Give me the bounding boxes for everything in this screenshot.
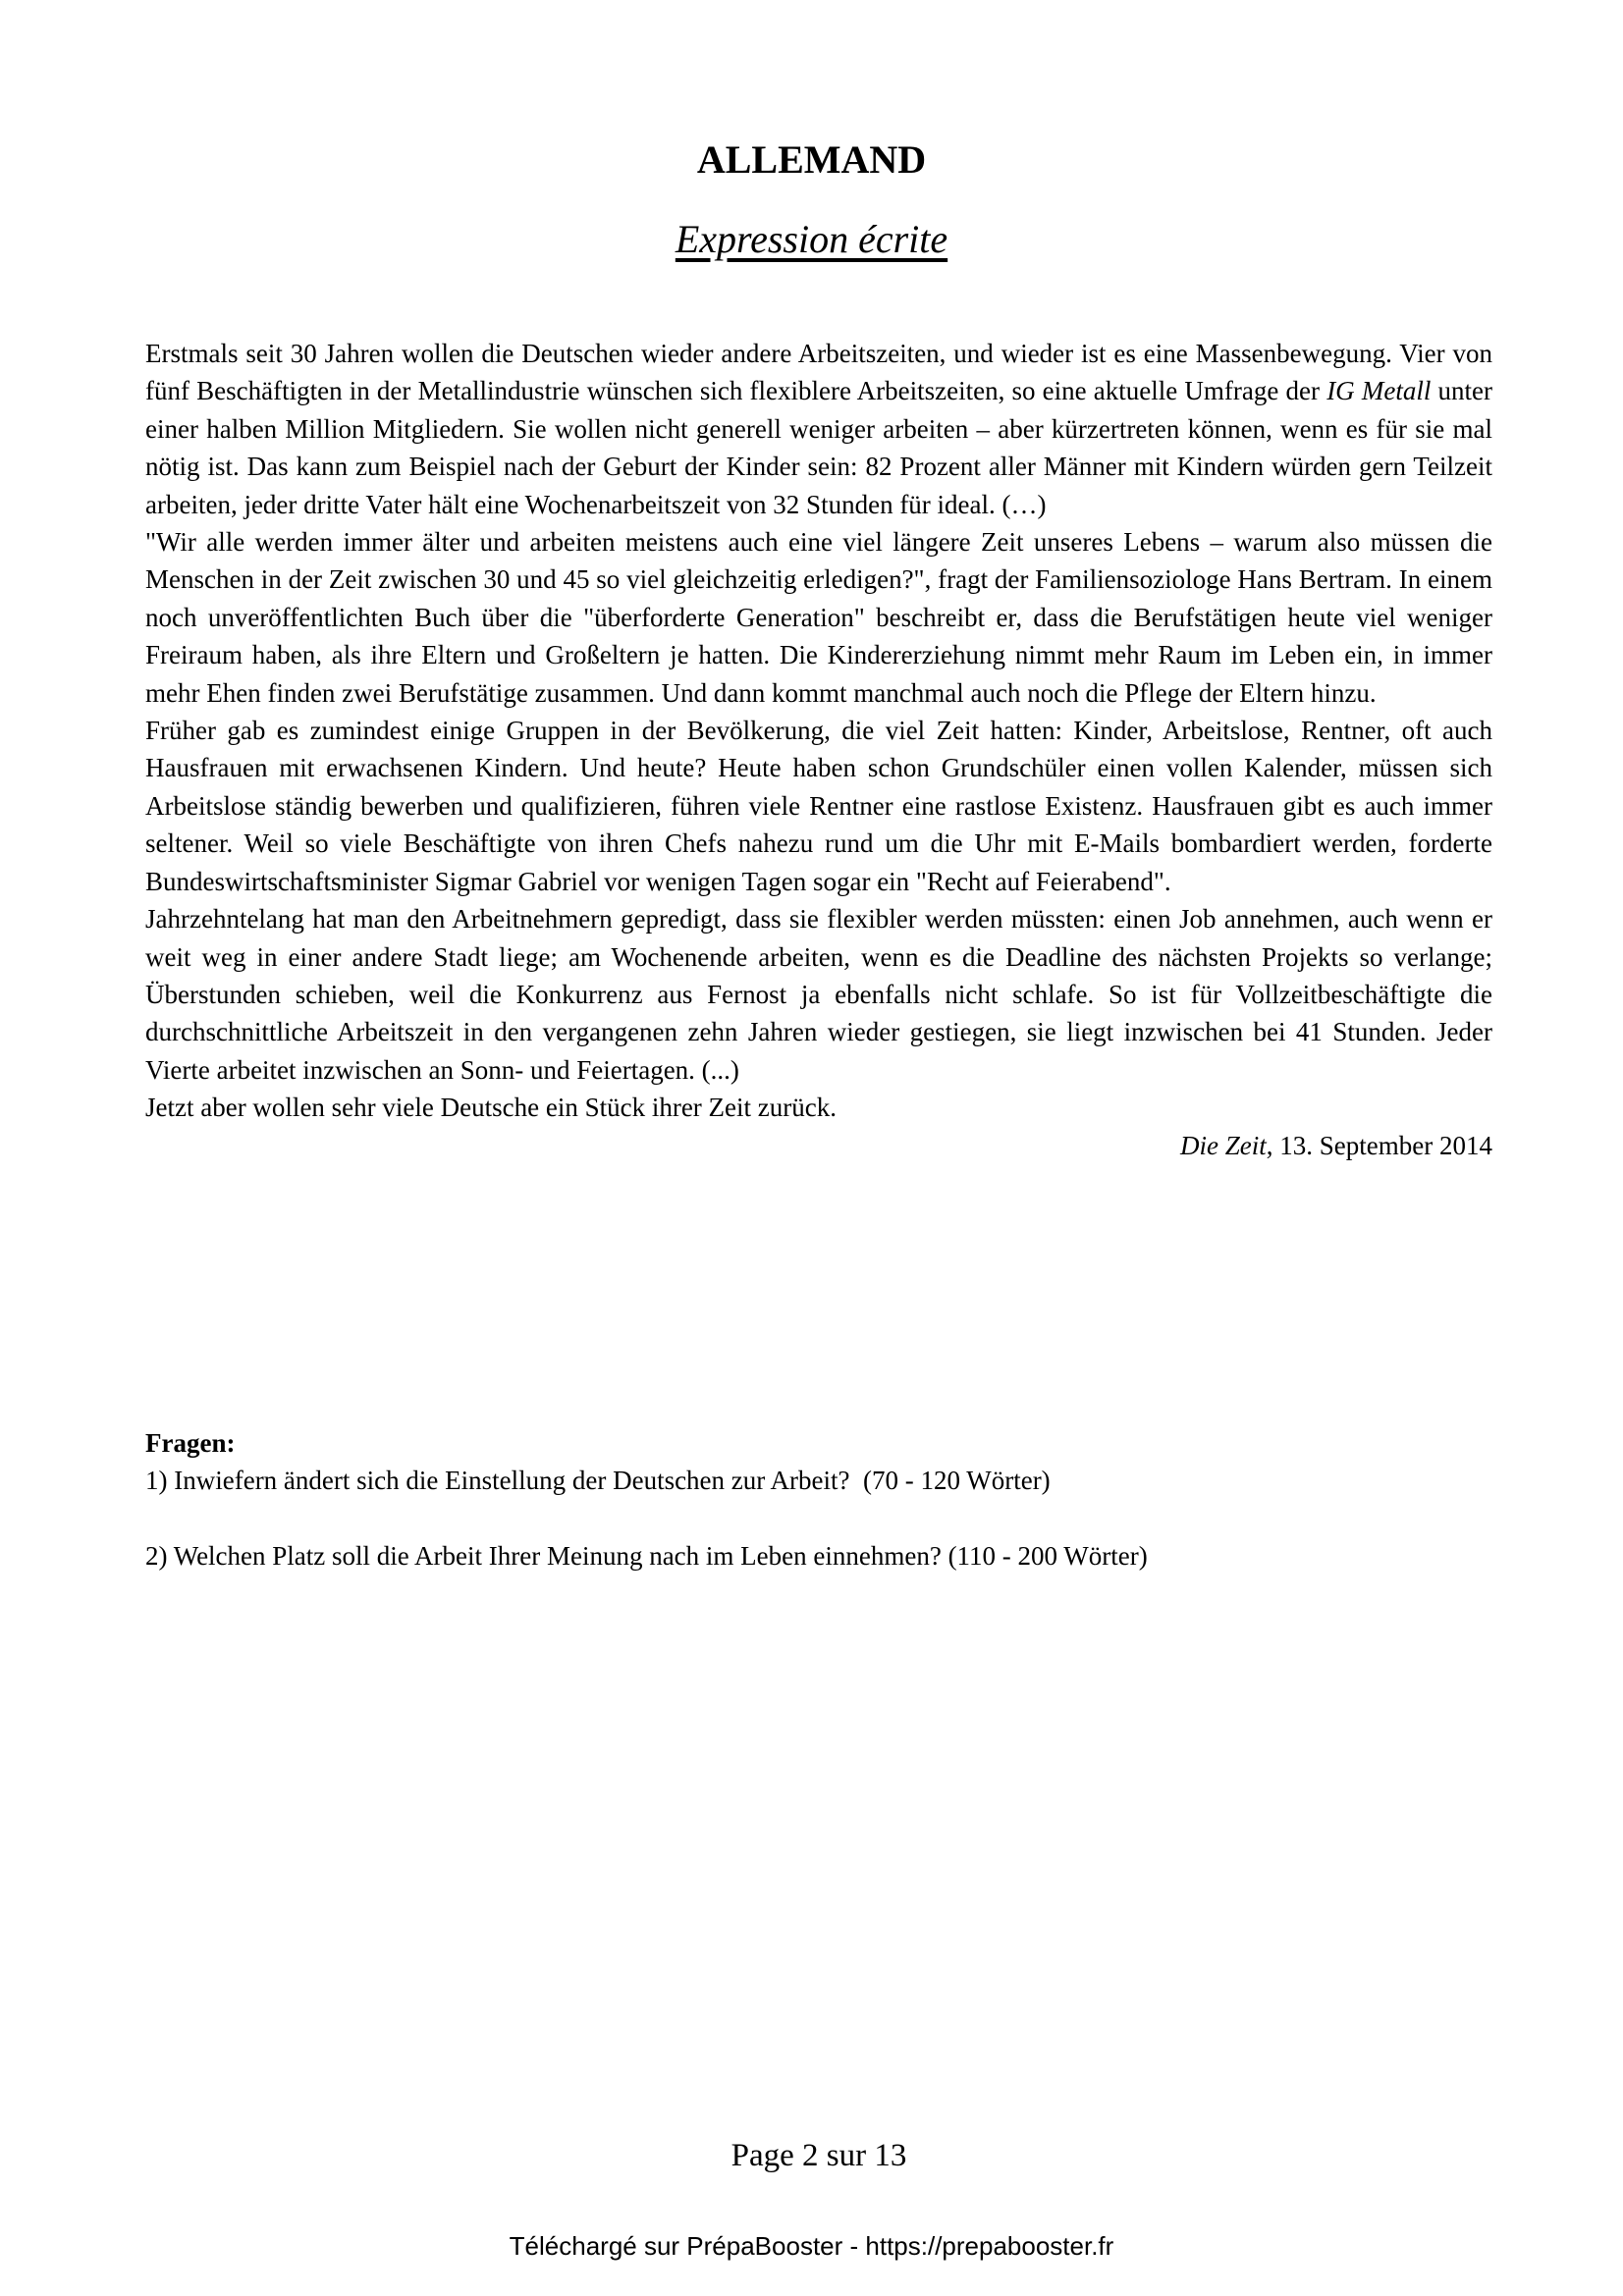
article-paragraph: [145, 1089, 1492, 1126]
article-paragraph: [145, 900, 1492, 1089]
text-segment: Erstmals seit 30 Jahren wollen die Deutschen wieder andere Arbeitszeiten, und wieder ist es eine Massenbewegung. Vier von fünf Beschäftigten in der Metallindustrie wünschen sich flexiblere Arbeitszeiten, so eine aktuelle Umfrage der: [145, 339, 1492, 406]
article-paragraph: [145, 335, 1492, 523]
text-segment: unter einer halben Million Mitgliedern. Sie wollen nicht generell weniger arbeiten – aber kürzertreten können, wenn es für sie mal nötig ist. Das kann zum Beispiel nach der Geburt der Kinder sein: 82 Prozent aller Männer mit Kindern würden gern Teilzeit arbeiten, jeder dritte Vater hält eine Wochenarbeitszeit von 32 Stunden für ideal. (…): [145, 376, 1492, 519]
text-segment: , 13. September 2014: [1266, 1130, 1492, 1160]
page-number: Page 2 sur 13: [730, 2138, 907, 2173]
question-1: 1) Inwiefern ändert sich die Einstellung der Deutschen zur Arbeit? (70 - 120 Wörter): [145, 1466, 1051, 1496]
download-attribution: Téléchargé sur PrépaBooster - https://prepabooster.fr: [509, 2231, 1114, 2261]
questions-section: [145, 1424, 1492, 1575]
text-segment: Jetzt aber wollen sehr viele Deutsche ein Stück ihrer Zeit zurück.: [145, 1093, 837, 1123]
italic-text: Die Zeit: [1180, 1130, 1267, 1160]
question-2: 2) Welchen Platz soll die Arbeit Ihrer Meinung nach im Leben einnehmen? (110 - 200 Wörter): [145, 1540, 1148, 1571]
questions-heading: Fragen:: [145, 1428, 236, 1458]
page-subtitle: Expression écrite: [675, 217, 948, 261]
text-segment: Jahrzehntelang hat man den Arbeitnehmern gepredigt, dass sie flexibler werden müssten: einen Job annehmen, auch wenn er weit weg in einer andere Stadt liege; am Wochenende arbeiten, wenn es die Deadline des nächsten Projekts so verlange; Überstunden schieben, weil die Konkurrenz aus Fernost ja ebenfalls nicht schlafe. So ist für Vollzeitbeschäftigte die durchschnittliche Arbeitszeit in den vergangenen zehn Jahren wieder gestiegen, sie liegt inzwischen bei 41 Stunden. Jeder Vierte arbeitet inzwischen an Sonn- und Feiertagen. (...): [145, 904, 1492, 1085]
text-segment: "Wir alle werden immer älter und arbeiten meistens auch eine viel längere Zeit unseres Lebens – warum also müssen die Menschen in der Zeit zwischen 30 und 45 so viel gleichzeitig erledigen?", fragt der Familiensoziologe Hans Bertram. In einem noch unveröffentlichten Buch über die "überforderte Generation" beschreibt er, dass die Berufstätigen heute viel weniger Freiraum haben, als ihre Eltern und Großeltern je hatten. Die Kindererziehung nimmt mehr Raum im Leben ein, in immer mehr Ehen finden zwei Berufstätige zusammen. Und dann kommt manchmal auch noch die Pflege der Eltern hinzu.: [145, 527, 1492, 708]
page-title: ALLEMAND: [696, 137, 927, 182]
article-body: [145, 335, 1492, 1424]
text-segment: Früher gab es zumindest einige Gruppen in der Bevölkerung, die viel Zeit hatten: Kinder, Arbeitslose, Rentner, oft auch Hausfrauen mit erwachsenen Kindern. Und heute? Heute haben schon Grundschüler einen vollen Kalender, müssen sich Arbeitslose ständig bewerben und qualifizieren, führen viele Rentner eine rastlose Existenz. Hausfrauen gibt es auch immer seltener. Weil so viele Beschäftigte von ihren Chefs nahezu rund um die Uhr mit E-Mails bombardiert werden, forderte Bundeswirtschaftsminister Sigmar Gabriel vor wenigen Tagen sogar ein "Recht auf Feierabend".: [145, 716, 1492, 896]
article-paragraph: [145, 712, 1492, 900]
article-paragraphs: [145, 335, 1492, 1127]
article-paragraph: [145, 523, 1492, 712]
source-citation: [145, 1127, 1492, 1164]
italic-text: IG Metall: [1326, 376, 1432, 406]
